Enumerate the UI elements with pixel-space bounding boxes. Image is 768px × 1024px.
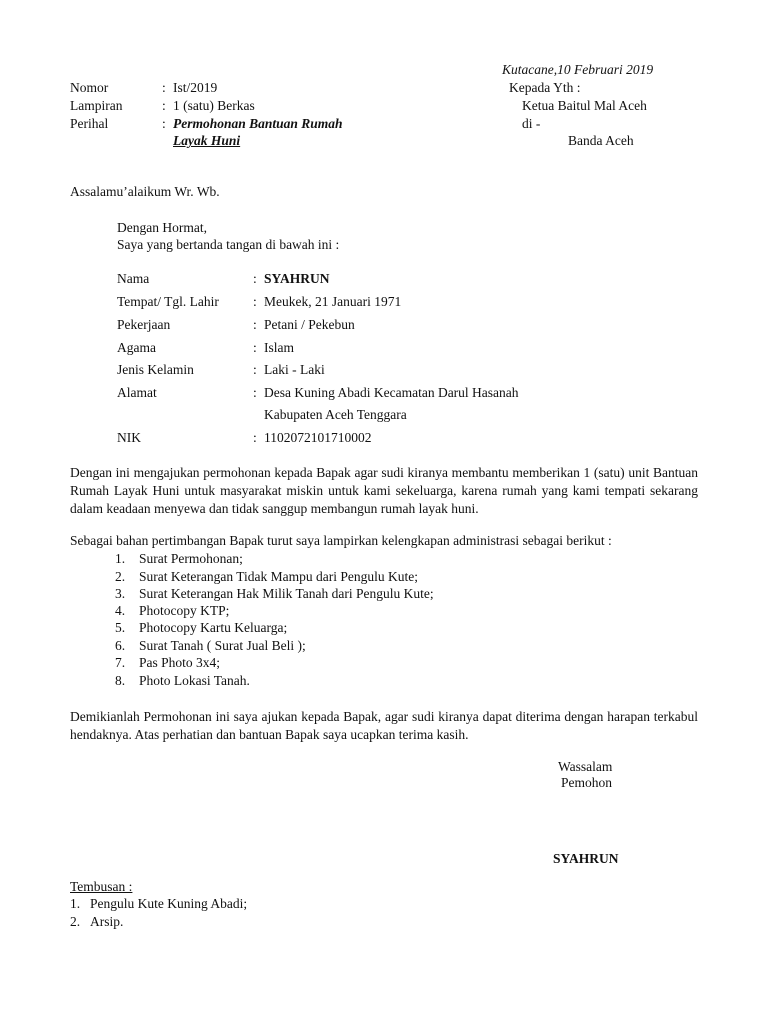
attachment-item: Photocopy Kartu Keluarga; — [139, 620, 288, 635]
cc-num: 2. — [70, 914, 81, 929]
agama-label: Agama — [117, 340, 156, 355]
body-paragraph: Dengan ini mengajukan permohonan kepada Bapak agar sudi kiranya membantu memberikan 1 (satu) unit Bantuan Rumah Layak Huni untuk masyarakat miskin untuk kami sekeluarga, karena rumah yang kami tempati sekarang dalam keadaan menyewa dan tidak sanggup membangun rumah layak huni. — [70, 465, 698, 516]
perihal-value-line1: Permohonan Bantuan Rumah — [173, 116, 343, 131]
lampiran-colon: : — [162, 98, 166, 113]
nomor-colon: : — [162, 80, 166, 95]
cc-item: Pengulu Kute Kuning Abadi; — [90, 896, 248, 911]
attachment-item: Surat Permohonan; — [139, 551, 243, 566]
attachment-num: 6. — [115, 638, 126, 653]
agama-value: Islam — [264, 340, 294, 355]
perihal-value-line2: Layak Huni — [173, 133, 241, 148]
signoff-pemohon: Pemohon — [561, 775, 613, 790]
attachment-num: 7. — [115, 655, 126, 670]
perihal-colon: : — [162, 116, 166, 131]
recipient-line1: Kepada Yth : — [509, 80, 581, 95]
ttl-label: Tempat/ Tgl. Lahir — [117, 294, 219, 309]
pekerjaan-label: Pekerjaan — [117, 317, 171, 332]
attachment-num: 4. — [115, 603, 126, 618]
cc-num: 1. — [70, 896, 81, 911]
pekerjaan-value: Petani / Pekebun — [264, 317, 355, 332]
cc-title: Tembusan : — [70, 879, 133, 894]
nik-value: 1102072101710002 — [264, 430, 372, 445]
attachment-num: 2. — [115, 569, 126, 584]
attachment-num: 1. — [115, 551, 126, 566]
place-date: Kutacane,10 Februari 2019 — [502, 62, 654, 77]
pekerjaan-colon: : — [253, 317, 257, 332]
jenis-kelamin-label: Jenis Kelamin — [117, 362, 194, 377]
nomor-label: Nomor — [70, 80, 109, 95]
attachment-item: Pas Photo 3x4; — [139, 655, 221, 670]
alamat-value-line2: Kabupaten Aceh Tenggara — [264, 407, 407, 422]
greeting: Assalamu’alaikum Wr. Wb. — [70, 184, 220, 199]
nik-label: NIK — [117, 430, 141, 445]
signoff-wassalam: Wassalam — [558, 759, 613, 774]
attachments-intro: Sebagai bahan pertimbangan Bapak turut saya lampirkan kelengkapan administrasi sebagai berikut : — [70, 533, 612, 548]
attachment-num: 8. — [115, 673, 126, 688]
ttl-value: Meukek, 21 Januari 1971 — [264, 294, 402, 309]
closing-paragraph: Demikianlah Permohonan ini saya ajukan kepada Bapak, agar sudi kiranya dapat diterima dengan harapan terkabul hendaknya. Atas perhatian dan bantuan Bapak saya ucapkan terima kasih. — [70, 709, 698, 742]
alamat-value-line1: Desa Kuning Abadi Kecamatan Darul Hasanah — [264, 385, 519, 400]
recipient-line4: Banda Aceh — [568, 133, 634, 148]
recipient-line2: Ketua Baitul Mal Aceh — [522, 98, 647, 113]
recipient-line3: di - — [522, 116, 541, 131]
lampiran-label: Lampiran — [70, 98, 123, 113]
nama-colon: : — [253, 271, 257, 286]
attachment-item: Surat Keterangan Tidak Mampu dari Pengulu Kute; — [139, 569, 418, 584]
opening-line1: Dengan Hormat, — [117, 220, 207, 235]
opening-line2: Saya yang bertanda tangan di bawah ini : — [117, 237, 340, 252]
perihal-label: Perihal — [70, 116, 109, 131]
nik-colon: : — [253, 430, 257, 445]
nama-value: SYAHRUN — [264, 271, 330, 286]
signer-name: SYAHRUN — [553, 851, 619, 866]
attachment-item: Surat Keterangan Hak Milik Tanah dari Pengulu Kute; — [139, 586, 434, 601]
agama-colon: : — [253, 340, 257, 355]
alamat-label: Alamat — [117, 385, 157, 400]
attachment-item: Surat Tanah ( Surat Jual Beli ); — [139, 638, 306, 653]
nomor-value: Ist/2019 — [173, 80, 218, 95]
cc-item: Arsip. — [90, 914, 124, 929]
lampiran-value: 1 (satu) Berkas — [173, 98, 255, 113]
attachment-item: Photocopy KTP; — [139, 603, 230, 618]
attachment-num: 5. — [115, 620, 126, 635]
ttl-colon: : — [253, 294, 257, 309]
attachment-num: 3. — [115, 586, 126, 601]
jenis-kelamin-colon: : — [253, 362, 257, 377]
jenis-kelamin-value: Laki - Laki — [264, 362, 325, 377]
alamat-colon: : — [253, 385, 257, 400]
attachment-item: Photo Lokasi Tanah. — [139, 673, 250, 688]
nama-label: Nama — [117, 271, 150, 286]
